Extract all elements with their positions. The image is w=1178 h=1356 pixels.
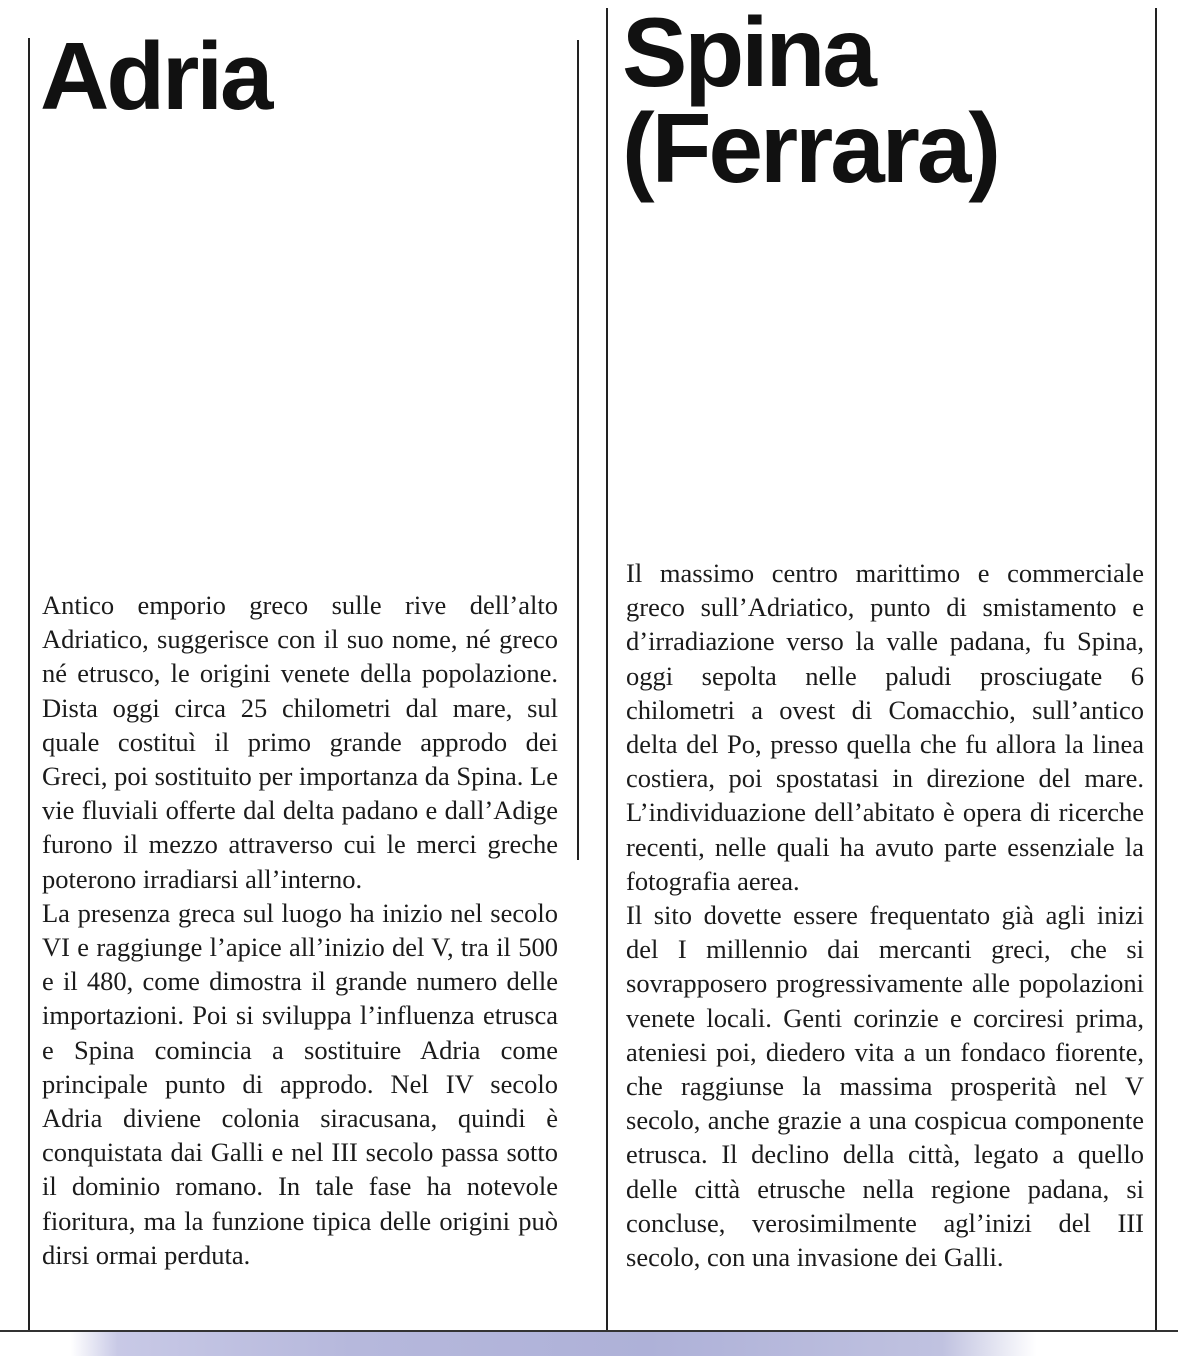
spina-paragraph-1: Il massimo centro marittimo e commerciale greco sull’Adriatico, punto di smistamento e d’irradiazione verso la valle padana, fu Spina, oggi sepolta nelle paludi prosciugate 6 chilometri a ovest di Comacchio, sull’antico delta del Po, presso quella che fu allora la linea costiera, poi spostatasi in direzione del mare. L’individuazione dell’abitato è opera di ricerche recenti, nelle quali ha avuto parte essenziale la fotografia aerea. [626, 558, 1144, 896]
spina-paragraph-2: Il sito dovette essere frequentato già agli inizi del I millennio dai mercanti greci, che si sovrapposero progressivamente alle popolazioni venete locali. Genti corinzie e corciresi prima, ateniesi poi, diedero vita a un fondaco fiorente, che raggiunse la massima prosperità nel V secolo, anche grazie a una cospicua componente etrusca. Il declino della città, legato a quello delle città etrusche nella regione padana, si concluse, verosimilmente agl’inizi del III secolo, con una invasione dei Galli. [626, 900, 1144, 1273]
adria-article [36, 0, 566, 1330]
adria-title [40, 23, 271, 130]
spina-article [614, 0, 1150, 1330]
adria-paragraph-2: La presenza greca sul luogo ha inizio nel secolo VI e raggiunge l’apice all’inizio del V, tra il 500 e il 480, come dimostra il grande numero delle importazioni. Poi si sviluppa l’influenza etrusca e Spina comincia a sostituire Adria come principale punto di approdo. Nel IV secolo Adria diviene colonia siracusana, quindi è conquistata dai Galli e nel III secolo passa sotto il dominio romano. In tale fase ha notevole fioritura, ma la funzione tipica delle origini può dirsi ormai perduta. [42, 897, 558, 1270]
center-column-rule-right [606, 8, 608, 1330]
bottom-image-strip [0, 1332, 1178, 1356]
adria-body [42, 588, 558, 1272]
spina-title-line-1: Spina [622, 0, 874, 107]
spina-title-line-2: (Ferrara) [622, 93, 999, 204]
spina-title [622, 0, 999, 204]
adria-paragraph-1: Antico emporio greco sulle rive dell’alto Adriatico, suggerisce con il suo nome, né greco né etrusco, le origini venete della popolazione. Dista oggi circa 25 chilometri dal mare, sul quale costituì il primo grande approdo dei Greci, poi sostituito per importanza da Spina. Le vie fluviali offerte dal delta padano e dall’Adige furono il mezzo attraverso cui le merci greche poterono irradiarsi all’interno. [42, 590, 558, 894]
right-column-rule [1155, 8, 1157, 1330]
adria-title-text: Adria [40, 23, 271, 130]
spina-body [626, 556, 1144, 1274]
center-column-rule-left [577, 40, 579, 860]
left-column-rule [28, 38, 30, 1330]
